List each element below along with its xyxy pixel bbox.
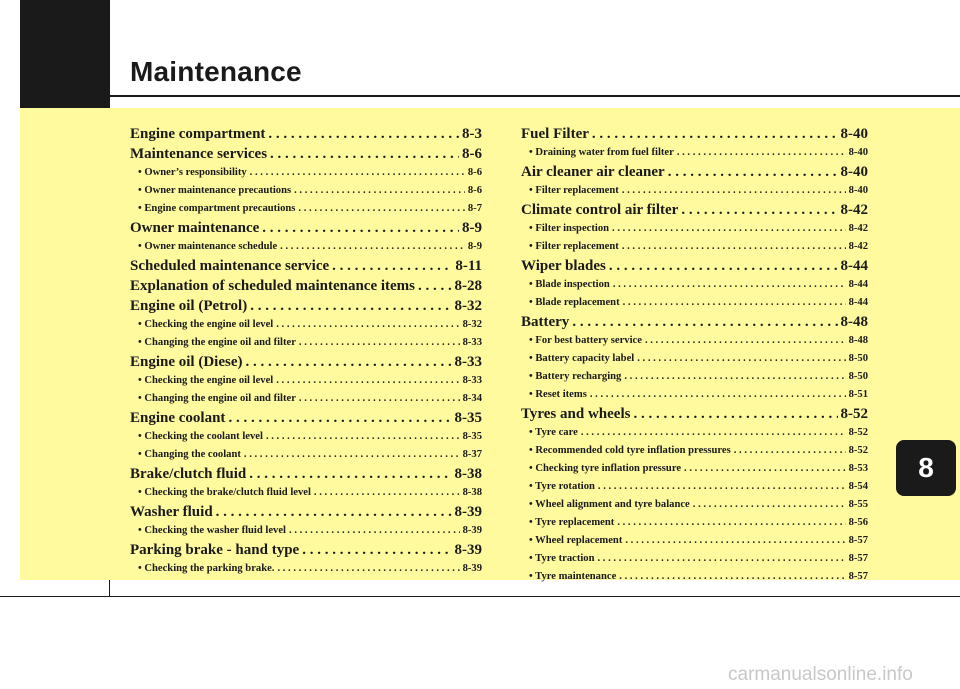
toc-entry-label: • Checking the engine oil level (138, 319, 274, 330)
toc-entry-page: 8-38 (454, 466, 482, 482)
toc-entry[interactable] (130, 218, 482, 238)
toc-entry-label: • Owner maintenance precautions (138, 185, 292, 196)
toc-subentry[interactable] (130, 182, 482, 200)
toc-entry-label: • Filter replacement (529, 241, 619, 252)
dot-leader (677, 144, 846, 162)
toc-subentry[interactable] (130, 522, 482, 540)
toc-entry-page: 8-33 (462, 337, 482, 348)
toc-entry-page: 8-34 (462, 393, 482, 404)
toc-entry-page: 8-28 (454, 278, 482, 294)
dot-leader (249, 464, 451, 484)
toc-entry-label: Fuel Filter (521, 126, 589, 142)
dot-leader (668, 162, 838, 182)
toc-entry[interactable] (521, 200, 868, 220)
dot-leader (623, 294, 846, 312)
toc-entry-page: 8-6 (467, 185, 482, 196)
bottom-rule (0, 596, 960, 597)
toc-entry-page: 8-33 (454, 354, 482, 370)
toc-entry-page: 8-55 (848, 499, 868, 510)
toc-entry-label: Parking brake - hand type (130, 542, 300, 558)
toc-entry-page: 8-3 (462, 126, 482, 142)
toc-entry-page: 8-11 (455, 258, 482, 274)
toc-entry-page: 8-9 (462, 220, 482, 236)
toc-subentry[interactable] (130, 372, 482, 390)
dot-leader (624, 368, 845, 386)
toc-entry-label: Explanation of scheduled maintenance items (130, 278, 416, 294)
toc-entry-page: 8-44 (848, 297, 868, 308)
dot-leader (609, 256, 838, 276)
dot-leader (572, 312, 837, 332)
dot-leader (266, 428, 460, 446)
toc-entry[interactable] (130, 464, 482, 484)
toc-entry[interactable] (130, 352, 482, 372)
toc-entry-page: 8-40 (848, 147, 868, 158)
toc-entry-label: • Checking the brake/clutch fluid level (138, 487, 311, 498)
toc-entry-label: • Checking the engine oil level (138, 375, 274, 386)
toc-entry-page: 8-52 (848, 445, 868, 456)
toc-entry-label: • Owner maintenance schedule (138, 241, 278, 252)
dot-leader (228, 408, 451, 428)
toc-entry-page: 8-32 (462, 319, 482, 330)
toc-entry-page: 8-48 (840, 314, 868, 330)
toc-subentry[interactable] (521, 368, 868, 386)
toc-entry[interactable] (130, 256, 482, 276)
toc-entry[interactable] (521, 404, 868, 424)
toc-entry-page: 8-35 (462, 431, 482, 442)
toc-entry-label: Tyres and wheels (521, 406, 631, 422)
toc-entry-label: • Recommended cold tyre inflation pressures (529, 445, 731, 456)
title-rule (109, 95, 960, 97)
toc-entry-page: 8-42 (848, 223, 868, 234)
toc-entry-page: 8-50 (848, 353, 868, 364)
toc-entry-label: • Changing the engine oil and filter (138, 393, 296, 404)
toc-entry-page: 8-6 (462, 146, 482, 162)
dot-leader (250, 296, 451, 316)
toc-subentry[interactable] (521, 514, 868, 532)
toc-entry-label: • Blade replacement (529, 297, 620, 308)
toc-entry-label: Engine oil (Petrol) (130, 298, 248, 314)
toc-entry-page: 8-52 (848, 427, 868, 438)
dot-leader (622, 238, 846, 256)
chapter-tab[interactable]: 8 (896, 440, 956, 496)
dot-leader (250, 164, 465, 182)
dot-leader (734, 442, 846, 460)
toc-subentry[interactable] (521, 424, 868, 442)
page-title: Maintenance (130, 56, 302, 87)
toc-entry-label: • Blade inspection (529, 279, 610, 290)
dot-leader (612, 220, 846, 238)
toc-entry-label: • Tyre care (529, 427, 578, 438)
toc-entry-label: Battery (521, 314, 570, 330)
toc-subentry[interactable] (521, 144, 868, 162)
toc-entry-label: • Engine compartment precautions (138, 203, 296, 214)
dot-leader (693, 496, 846, 514)
toc-entry[interactable] (130, 276, 482, 296)
toc-entry-label: Engine oil (Diese) (130, 354, 243, 370)
dot-leader (622, 182, 846, 200)
toc-entry[interactable] (521, 256, 868, 276)
toc-entry-page: 8-39 (454, 542, 482, 558)
dot-leader (302, 540, 451, 560)
toc-entry-label: Engine coolant (130, 410, 226, 426)
toc-entry-page: 8-51 (848, 389, 868, 400)
toc-entry-label: • Checking the parking brake. (138, 563, 275, 574)
toc-entry-label: • Reset items (529, 389, 587, 400)
toc-subentry[interactable] (521, 238, 868, 256)
dot-leader (277, 560, 459, 578)
toc-entry-label: • Filter replacement (529, 185, 619, 196)
toc-subentry[interactable] (130, 316, 482, 334)
dot-leader (262, 218, 459, 238)
toc-entry-page: 8-9 (467, 241, 482, 252)
toc-entry-page: 8-57 (848, 535, 868, 546)
dot-leader (581, 424, 846, 442)
toc-entry-label: • Tyre traction (529, 553, 595, 564)
toc-entry-page: 8-42 (848, 241, 868, 252)
dot-leader (299, 390, 460, 408)
dot-leader (332, 256, 452, 276)
toc-entry-label: • Filter inspection (529, 223, 610, 234)
toc-entry-label: Owner maintenance (130, 220, 260, 236)
toc-entry-page: 8-35 (454, 410, 482, 426)
dot-leader (613, 276, 846, 294)
toc-entry-page: 8-39 (454, 504, 482, 520)
dot-leader (314, 484, 460, 502)
dot-leader (246, 352, 452, 372)
toc-entry-page: 8-40 (840, 126, 868, 142)
toc-subentry[interactable] (521, 460, 868, 478)
dot-leader (590, 386, 846, 404)
toc-entry-page: 8-56 (848, 517, 868, 528)
dot-leader (298, 200, 464, 218)
toc-subentry[interactable] (521, 276, 868, 294)
toc-subentry[interactable] (130, 484, 482, 502)
toc-subentry[interactable] (130, 428, 482, 446)
toc-entry-page: 8-44 (848, 279, 868, 290)
dot-leader (270, 144, 459, 164)
toc-entry-page: 8-44 (840, 258, 868, 274)
toc-entry-label: Brake/clutch fluid (130, 466, 247, 482)
toc-entry-page: 8-32 (454, 298, 482, 314)
toc-subentry[interactable] (521, 332, 868, 350)
toc-entry-label: Engine compartment (130, 126, 266, 142)
dot-leader (637, 350, 845, 368)
toc-entry-page: 8-52 (840, 406, 868, 422)
toc-entry-label: • Wheel alignment and tyre balance (529, 499, 690, 510)
toc-entry-label: • Draining water from fuel filter (529, 147, 674, 158)
toc-subentry[interactable] (130, 164, 482, 182)
toc-entry-label: • Tyre maintenance (529, 571, 617, 582)
toc-subentry[interactable] (130, 238, 482, 256)
toc-subentry[interactable] (130, 200, 482, 218)
toc-left-column (130, 124, 482, 578)
toc-entry-page: 8-6 (467, 167, 482, 178)
toc-entry-label: Scheduled maintenance service (130, 258, 330, 274)
toc-subentry[interactable] (521, 478, 868, 496)
toc-subentry[interactable] (521, 496, 868, 514)
toc-entry-page: 8-37 (462, 449, 482, 460)
toc-entry[interactable] (130, 408, 482, 428)
toc-entry[interactable] (130, 296, 482, 316)
toc-right-column (521, 124, 868, 586)
toc-entry[interactable] (130, 502, 482, 522)
toc-entry-page: 8-40 (840, 164, 868, 180)
dot-leader (216, 502, 452, 522)
dot-leader (592, 124, 838, 144)
toc-subentry[interactable] (521, 294, 868, 312)
toc-entry-page: 8-33 (462, 375, 482, 386)
toc-entry[interactable] (130, 540, 482, 560)
toc-entry-page: 8-39 (462, 563, 482, 574)
toc-subentry[interactable] (130, 446, 482, 464)
toc-entry-page: 8-50 (848, 371, 868, 382)
toc-entry-page: 8-57 (848, 571, 868, 582)
dot-leader (299, 334, 460, 352)
dot-leader (268, 124, 459, 144)
dot-leader (598, 550, 846, 568)
dot-leader (289, 522, 460, 540)
toc-entry-label: • Tyre rotation (529, 481, 595, 492)
toc-subentry[interactable] (521, 386, 868, 404)
toc-entry-label: • Checking the washer fluid level (138, 525, 287, 536)
toc-subentry[interactable] (130, 334, 482, 352)
dot-leader (598, 478, 846, 496)
toc-entry[interactable] (130, 124, 482, 144)
toc-subentry[interactable] (521, 182, 868, 200)
toc-entry-label: • Checking the coolant level (138, 431, 263, 442)
dot-leader (244, 446, 460, 464)
toc-subentry[interactable] (521, 550, 868, 568)
toc-entry-label: • Changing the coolant (138, 449, 241, 460)
toc-entry-label: Wiper blades (521, 258, 606, 274)
dot-leader (617, 514, 845, 532)
toc-entry-label: • Checking tyre inflation pressure (529, 463, 682, 474)
watermark: carmanualsonline.info (728, 664, 913, 685)
toc-entry-label: • Changing the engine oil and filter (138, 337, 296, 348)
dot-leader (684, 460, 846, 478)
toc-entry-label: • Owner’s responsibility (138, 167, 247, 178)
dot-leader (681, 200, 837, 220)
dot-leader (619, 568, 845, 586)
toc-entry-page: 8-7 (467, 203, 482, 214)
dot-leader (645, 332, 846, 350)
toc-subentry[interactable] (521, 220, 868, 238)
dot-leader (633, 404, 837, 424)
toc-entry[interactable] (521, 162, 868, 182)
dot-leader (276, 316, 459, 334)
toc-entry-label: Washer fluid (130, 504, 213, 520)
toc-subentry[interactable] (130, 390, 482, 408)
toc-entry-page: 8-40 (848, 185, 868, 196)
toc-entry-page: 8-38 (462, 487, 482, 498)
dot-leader (294, 182, 465, 200)
toc-entry-page: 8-42 (840, 202, 868, 218)
dot-leader (418, 276, 451, 296)
toc-subentry[interactable] (521, 568, 868, 586)
toc-entry-label: • For best battery service (529, 335, 642, 346)
toc-entry-label: Air cleaner air cleaner (521, 164, 665, 180)
toc-entry[interactable] (130, 144, 482, 164)
dot-leader (276, 372, 459, 390)
dot-leader (280, 238, 465, 256)
toc-subentry[interactable] (521, 350, 868, 368)
toc-entry-label: • Tyre replacement (529, 517, 615, 528)
toc-entry-label: Maintenance services (130, 146, 268, 162)
toc-entry-page: 8-48 (848, 335, 868, 346)
toc-subentry[interactable] (130, 560, 482, 578)
dot-leader (625, 532, 845, 550)
toc-entry[interactable] (521, 124, 868, 144)
toc-entry-label: Climate control air filter (521, 202, 679, 218)
toc-entry[interactable] (521, 312, 868, 332)
header-black-block (20, 0, 109, 108)
toc-entry-label: • Wheel replacement (529, 535, 623, 546)
toc-entry-label: • Battery recharging (529, 371, 622, 382)
toc-subentry[interactable] (521, 532, 868, 550)
toc-entry-page: 8-57 (848, 553, 868, 564)
toc-entry-page: 8-39 (462, 525, 482, 536)
toc-entry-page: 8-53 (848, 463, 868, 474)
toc-entry-label: • Battery capacity label (529, 353, 635, 364)
toc-subentry[interactable] (521, 442, 868, 460)
toc-entry-page: 8-54 (848, 481, 868, 492)
